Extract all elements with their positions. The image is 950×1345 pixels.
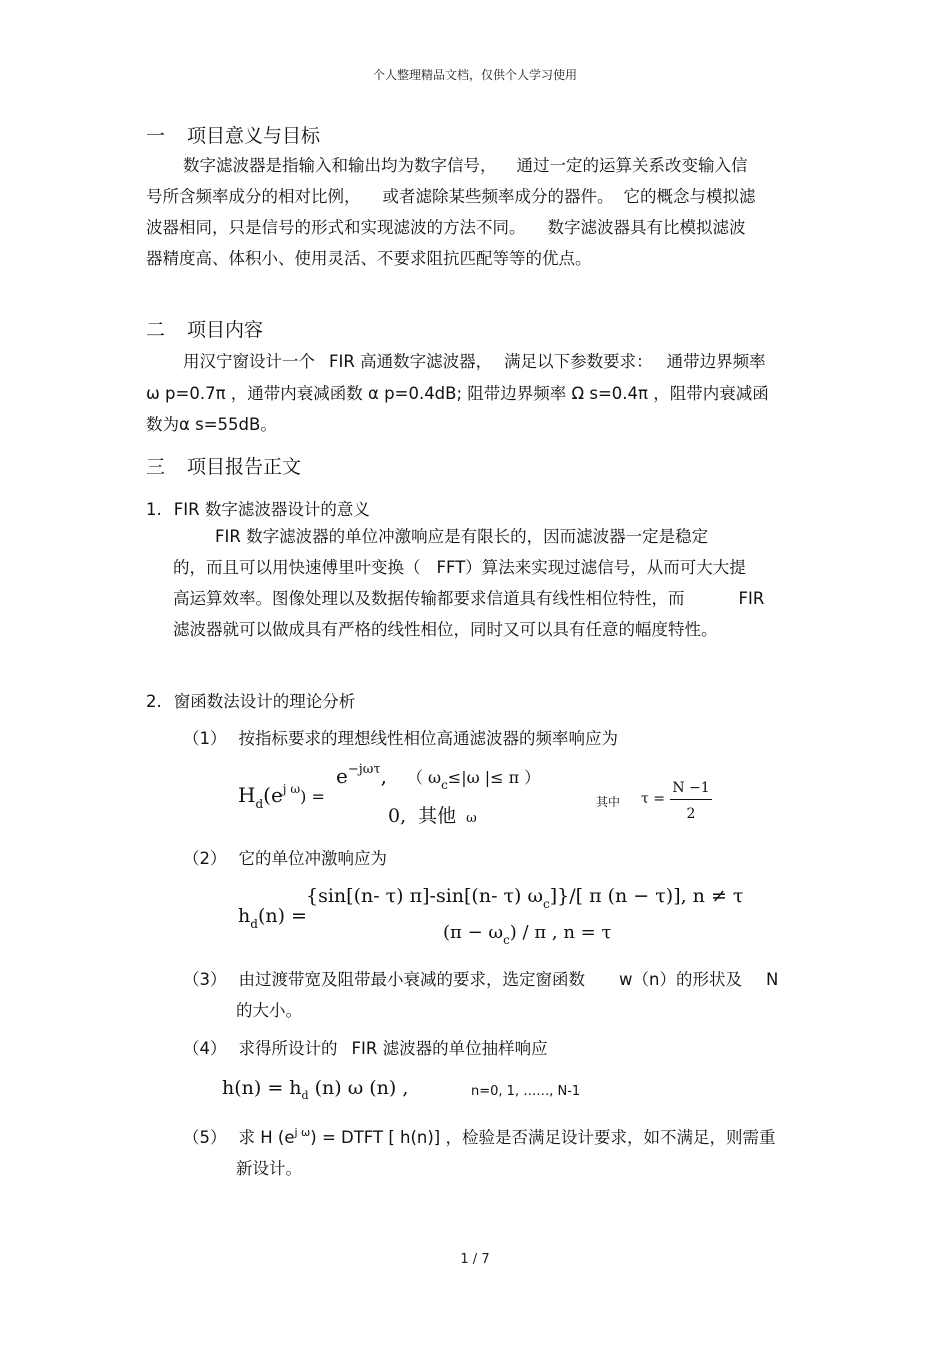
step-5-continuation: 新设计。	[236, 1159, 302, 1178]
eq2-line-2: $(\pi - \omega_c) / \pi$ , n = τ	[443, 922, 612, 947]
page-number: 1 / 7	[460, 1252, 490, 1267]
section-2-line-1: 用汉宁窗设计一个 FIR 高通数字滤波器， 满足以下参数要求： 通带边界频率	[183, 352, 766, 371]
subsection-1-line-4: 滤波器就可以做成具有严格的线性相位，同时又可以具有任意的幅度特性。	[173, 620, 718, 639]
subsection-1-heading	[146, 496, 370, 520]
section-1-line-3: 波器相同，只是信号的形式和实现滤波的方法不同。 数字滤波器具有比模拟滤波	[146, 218, 746, 237]
eq1-fraction-denominator: 2	[686, 806, 696, 822]
step-5-number: （5）	[183, 1128, 227, 1147]
eq1-tau: τ =	[641, 791, 665, 807]
section-1-line-1: 数字滤波器是指输入和输出均为数字信号， 通过一定的运算关系改变输入信	[183, 156, 748, 175]
subsection-1-line-3: 高运算效率。图像处理以及数据传输都要求信道具有线性相位特性，而 FIR	[173, 589, 765, 608]
eq1-where-label: 其中	[596, 795, 621, 809]
section-2-line-3: 数为α s=55dB。	[146, 415, 277, 434]
eq2-lhs: $h_d(n)$ =	[238, 905, 307, 931]
section-3-title: 项目报告正文	[187, 456, 302, 478]
step-1	[183, 725, 618, 749]
step-3-number: （3）	[183, 970, 227, 989]
step-4: （4） 求得所设计的 FIR 滤波器的单位抽样响应	[183, 1039, 548, 1058]
subsection-1-number: 1.	[146, 500, 162, 519]
step-5-text: 求 H (e	[238, 1128, 295, 1147]
section-1-heading	[146, 121, 320, 148]
subsection-2-title: 窗函数法设计的理论分析	[173, 692, 356, 711]
eq1-fraction-bar	[670, 799, 712, 800]
eq1-lhs: $H_d(e^{j \omega})$ =	[238, 782, 325, 811]
eq3-range: n=0, 1, ……, N-1	[471, 1084, 581, 1099]
section-2-line-2: ω p=0.7π ，通带内衰减函数 α p=0.4dB; 阻带边界频率 Ω s=0.4π ，阻带内衰减函	[146, 384, 769, 403]
step-2-number: （2）	[183, 849, 227, 868]
section-3-number: 三	[146, 456, 166, 478]
section-1-line-4: 器精度高、体积小、使用灵活、不要求阻抗匹配等等的优点。	[146, 249, 592, 268]
section-1-line-2: 号所含频率成分的相对比例， 或者滤除某些频率成分的器件。 它的概念与模拟滤	[146, 187, 756, 206]
step-4-text: 求得所设计的	[238, 1039, 338, 1058]
subsection-2-heading	[146, 688, 355, 712]
page-header: 个人整理精品文档，仅供个人学习使用	[372, 68, 577, 82]
eq3: $h(n) = h_d$ (n) ω (n) ,	[222, 1077, 409, 1102]
step-1-number: （1）	[183, 729, 227, 748]
step-3-continuation: 的大小。	[236, 1001, 302, 1020]
subsection-1-line-2: 的，而且可以用快速傅里叶变换（ FFT）算法来实现过滤信号，从而可大大提	[173, 558, 746, 577]
section-3-heading	[146, 452, 301, 479]
section-2-number: 二	[146, 319, 166, 341]
eq1-fraction-numerator: N −1	[672, 780, 710, 796]
step-1-text: 按指标要求的理想线性相位高通滤波器的频率响应为	[238, 729, 618, 748]
subsection-1-title: FIR 数字滤波器设计的意义	[173, 500, 370, 519]
step-4-number: （4）	[183, 1039, 227, 1058]
subsection-1-line-1: FIR 数字滤波器的单位冲激响应是有限长的，因而滤波器一定是稳定	[215, 527, 709, 546]
subsection-2-number: 2.	[146, 692, 162, 711]
section-2-heading	[146, 315, 263, 342]
section-2-title: 项目内容	[187, 319, 264, 341]
eq2-line-1: {sin[(n- τ) π]-sin[(n- τ) $\omega_c]\}/$[ π (n − τ)], n ≠ τ	[306, 885, 744, 911]
step-3-text: 由过渡带宽及阻带最小衰减的要求，选定窗函数	[238, 970, 585, 989]
step-2	[183, 845, 387, 869]
step-5: （5） 求 H $(e^{j \omega})$ = DTFT [ h(n)] ，检验是否满足设计要求，如不满足，则需重	[183, 1126, 776, 1147]
step-3: （3） 由过渡带宽及阻带最小衰减的要求，选定窗函数 w（n）的形状及 N	[183, 970, 779, 989]
eq1-case-2: 0, 其他 ω	[388, 805, 477, 827]
section-1-number: 一	[146, 125, 166, 147]
section-1-title: 项目意义与目标	[187, 125, 321, 147]
eq1-case-1: $e^{-j\omega\tau}$, （ $\omega_c\le|\omega$ |≤ π ）	[336, 762, 541, 792]
step-2-text: 它的单位冲激响应为	[238, 849, 387, 868]
